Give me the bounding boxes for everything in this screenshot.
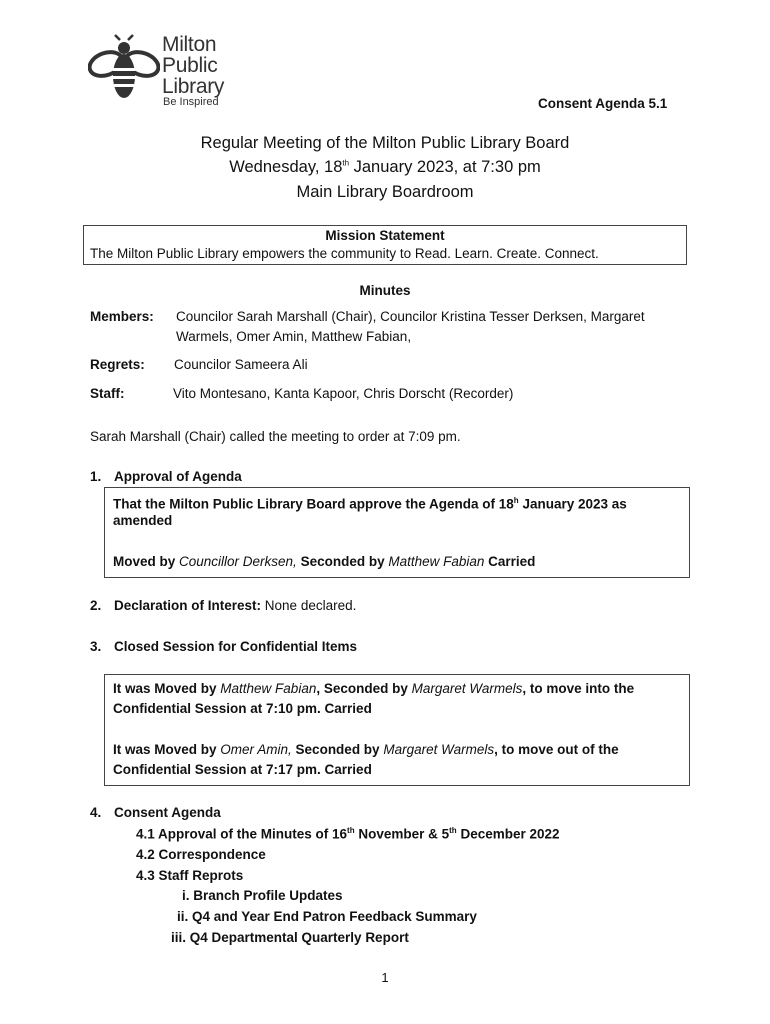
library-logo <box>88 34 248 110</box>
meeting-location: Main Library Boardroom <box>296 183 474 201</box>
mission-title: Mission Statement <box>325 228 445 243</box>
logo-line-2: Public <box>162 54 218 77</box>
section-2-text: None declared. <box>264 598 357 613</box>
agenda-motion-line-2: amended <box>113 513 173 528</box>
closed-motion-2-line-2: Confidential Session at 7:17 pm. Carried <box>113 762 372 777</box>
consent-subitem-i: i. Branch Profile Updates <box>182 888 343 903</box>
section-4-number: 4. <box>90 805 102 820</box>
closed-session-box <box>104 674 690 786</box>
consent-subitem-iii: iii. Q4 Departmental Quarterly Report <box>171 930 409 945</box>
agenda-motion-line-1: That the Milton Public Library Board approve the Agenda of 18$^h$ January 2023 as <box>113 496 627 512</box>
logo-line-1: Milton <box>162 33 217 56</box>
section-2-number: 2. <box>90 598 102 613</box>
agenda-moved-by: Moved by Councillor Derksen, Seconded by Matthew Fabian Carried <box>113 554 536 569</box>
consent-subitem-ii: ii. Q4 and Year End Patron Feedback Summary <box>177 909 477 924</box>
consent-agenda-label: Consent Agenda 5.1 <box>538 96 668 111</box>
logo-tagline: Be Inspired <box>163 96 219 108</box>
section-1-number: 1. <box>90 469 102 484</box>
regrets-label: Regrets: <box>90 357 145 372</box>
consent-item-4-3: 4.3 Staff Reprots <box>136 868 244 883</box>
regrets-value: Councilor Sameera Ali <box>174 357 308 372</box>
section-4-title: Consent Agenda <box>114 805 221 820</box>
meeting-date: Wednesday, 18th January 2023, at 7:30 pm <box>229 158 541 176</box>
closed-motion-1-line-1: It was Moved by Matthew Fabian, Seconded by Margaret Warmels, to move into the <box>113 681 635 696</box>
closed-motion-1-line-2: Confidential Session at 7:10 pm. Carried <box>113 701 372 716</box>
section-3-number: 3. <box>90 639 102 654</box>
section-2-title: Declaration of Interest: <box>114 598 262 613</box>
agenda-motion-box <box>104 487 690 578</box>
members-line-1: Councilor Sarah Marshall (Chair), Councilor Kristina Tesser Derksen, Margaret <box>176 309 645 324</box>
bee-icon <box>88 34 160 110</box>
meeting-title: Regular Meeting of the Milton Public Library Board <box>200 134 570 152</box>
section-2-line <box>114 598 356 613</box>
closed-motion-2-line-1: It was Moved by Omer Amin, Seconded by Margaret Warmels, to move out of the <box>113 742 619 757</box>
members-label: Members: <box>90 309 154 324</box>
section-1-title: Approval of Agenda <box>114 469 242 484</box>
minutes-title: Minutes <box>359 283 411 298</box>
page-number: 1 <box>381 970 389 985</box>
consent-item-4-1: 4.1 Approval of the Minutes of 16th November & 5th December 2022 <box>136 826 560 842</box>
consent-item-4-2: 4.2 Correspondence <box>136 847 266 862</box>
members-line-2: Warmels, Omer Amin, Matthew Fabian, <box>176 329 412 344</box>
mission-text: The Milton Public Library empowers the community to Read. Learn. Create. Connect. <box>90 246 599 261</box>
call-to-order: Sarah Marshall (Chair) called the meeting to order at 7:09 pm. <box>90 429 461 444</box>
logo-line-3: Library <box>162 75 225 98</box>
logo-name <box>162 34 224 97</box>
mission-statement-box <box>83 225 687 265</box>
section-3-title: Closed Session for Confidential Items <box>114 639 358 654</box>
staff-label: Staff: <box>90 386 125 401</box>
staff-value: Vito Montesano, Kanta Kapoor, Chris Dorscht (Recorder) <box>173 386 514 401</box>
